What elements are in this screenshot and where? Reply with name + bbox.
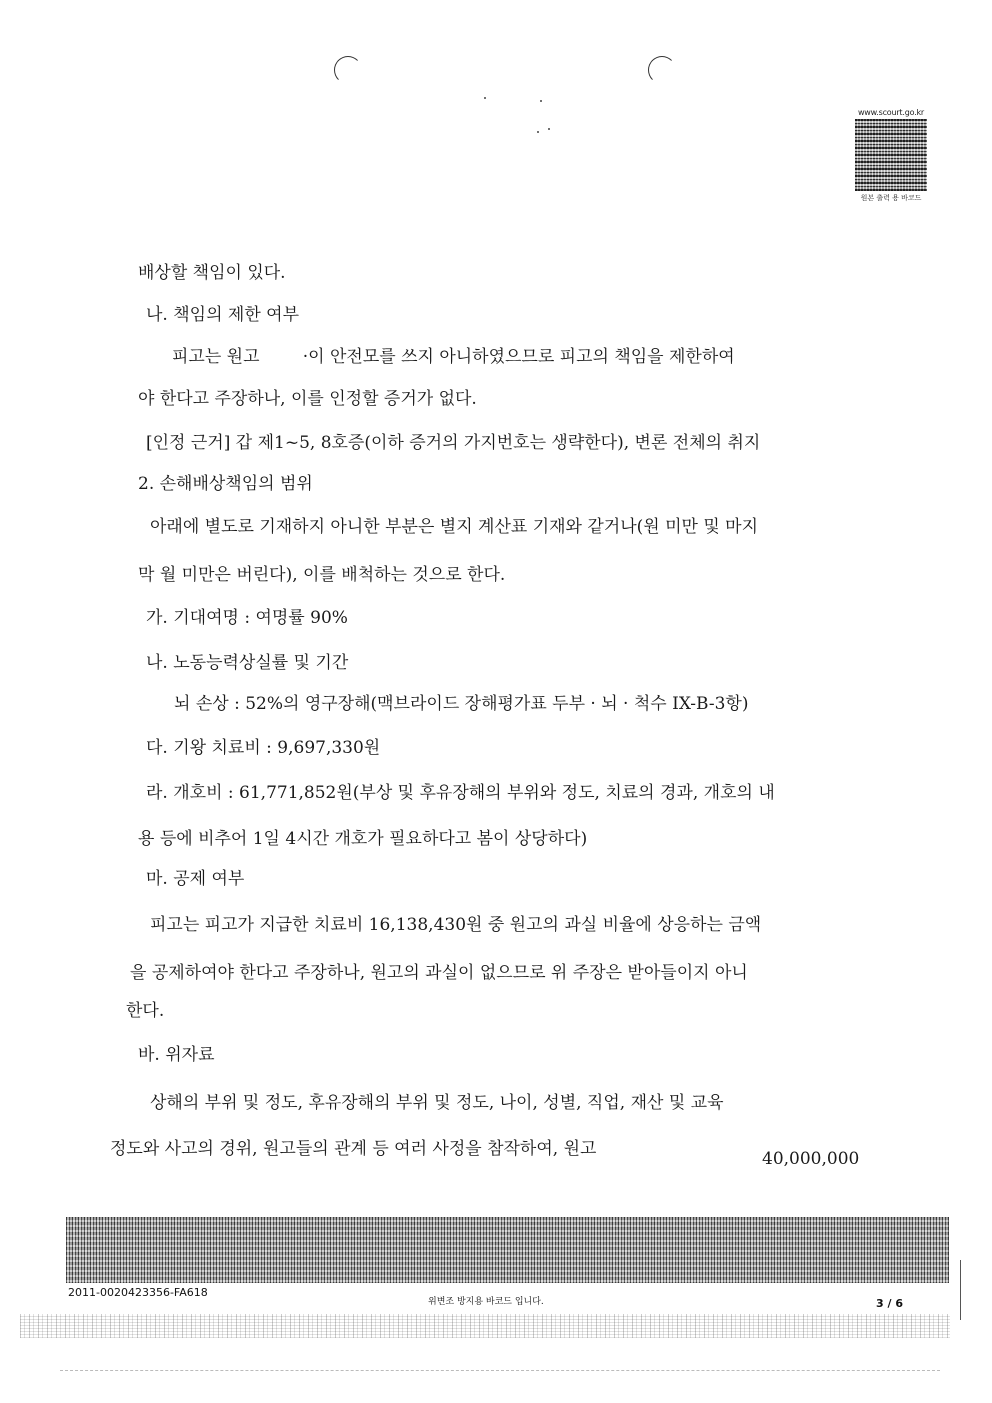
page-number: 3 / 6 [876, 1297, 903, 1310]
punch-hole-mark [648, 56, 676, 84]
anti-forgery-barcode [66, 1217, 949, 1283]
body-line: 을 공제하여야 한다고 주장하나, 원고의 과실이 없으므로 위 주장은 받아들이지 아니 [130, 963, 748, 983]
body-line: 용 등에 비추어 1일 4시간 개호가 필요하다고 봄이 상당하다) [138, 829, 588, 849]
scan-speck [537, 131, 539, 133]
body-line: 한다. [126, 1001, 165, 1021]
qr-code-block [855, 108, 927, 203]
body-line: 라. 개호비 : 61,771,852원(부상 및 후유장해의 부위와 정도, 치료의 경과, 개호의 내 [146, 783, 775, 803]
body-line: 뇌 손상 : 52%의 영구장해(맥브라이드 장해평가표 두부 · 뇌 · 척수 IX-B-3항) [174, 694, 749, 714]
body-line: 정도와 사고의 경위, 원고들의 관계 등 여러 사정을 참작하여, 원고 [110, 1139, 597, 1159]
section-heading: 2. 손해배상책임의 범위 [138, 474, 313, 494]
scan-speck [484, 97, 486, 99]
section-heading: 나. 책임의 제한 여부 [146, 305, 299, 325]
qr-caption: 원본 출력 용 바코드 [860, 194, 922, 202]
body-line: 배상할 책임이 있다. [138, 263, 286, 283]
section-heading: 나. 노동능력상실률 및 기간 [146, 653, 349, 673]
document-id: 2011-0020423356-FA618 [68, 1286, 208, 1299]
body-line: 피고는 피고가 지급한 치료비 16,138,430원 중 원고의 과실 비율에 상응하는 금액 [150, 915, 762, 935]
body-line: 다. 기왕 치료비 : 9,697,330원 [146, 738, 381, 758]
scan-dotted-line [60, 1370, 940, 1372]
body-line: 막 월 미만은 버린다), 이를 배척하는 것으로 한다. [138, 565, 506, 585]
qr-url: www.scourt.go.kr [857, 108, 925, 117]
scan-speck [548, 128, 550, 130]
scan-speck [540, 100, 542, 102]
body-line: 가. 기대여명 : 여명률 90% [146, 608, 348, 628]
body-line: 야 한다고 주장하나, 이를 인정할 증거가 없다. [138, 389, 477, 409]
section-heading: 바. 위자료 [138, 1045, 215, 1065]
qr-code-icon [855, 119, 927, 191]
body-line: 피고는 원고 ·이 안전모를 쓰지 아니하였으므로 피고의 책임을 제한하여 [172, 347, 735, 367]
body-line: [인정 근거] 갑 제1~5, 8호증(이하 증거의 가지번호는 생략한다), 변론 전체의 취지 [146, 433, 761, 453]
punch-hole-mark [334, 56, 362, 84]
barcode-notice: 위변조 방지용 바코드 입니다. [428, 1297, 544, 1307]
body-line: 상해의 부위 및 정도, 후유장해의 부위 및 정도, 나이, 성별, 직업, 재산 및 교육 [150, 1093, 724, 1113]
scan-edge-line [960, 1260, 961, 1320]
amount-value: 40,000,000 [762, 1149, 860, 1169]
body-line: 아래에 별도로 기재하지 아니한 부분은 별지 계산표 기재와 같거나(원 미만 및 마지 [150, 517, 758, 537]
section-heading: 마. 공제 여부 [146, 869, 245, 889]
scan-noise-strip [20, 1314, 950, 1338]
